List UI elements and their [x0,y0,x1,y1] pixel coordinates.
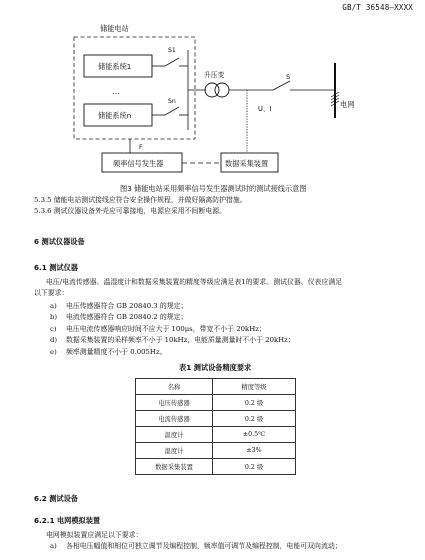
table-row [136,459,296,475]
list-item [50,301,295,312]
storage-system-n-label: 储能系统n [98,111,132,120]
table-row [136,411,296,427]
list-item [50,312,295,323]
section-6-1-heading: 6.1 测试仪器 [34,263,78,272]
list-item-text: 各相电压幅值和相位可独立调节及编程控制，频率值可调节及编程控制，电能可双向流动； [66,542,342,550]
daq-label: 数据采集装置 [225,159,269,168]
switch-sn [165,107,179,115]
storage-system-1-label: 储能系统1 [98,62,132,71]
station-label: 储能电站 [100,24,129,33]
switch-s1 [165,58,179,66]
list-item-text: 频率测量精度不小于 0.005Hz。 [66,347,167,356]
switch-s-label: S [286,73,291,81]
section-6-2-heading: 6.2 测试设备 [34,494,78,503]
switch-s1-label: S1 [168,47,176,54]
list-item-text: 电压电流传感器响应时间不应大于 100μs，带宽不小于 20kHz； [66,324,266,333]
ellipsis-label: … [112,87,120,96]
table-row [136,395,296,411]
section-6-2-1-heading: 6.2.1 电网模拟装置 [34,516,101,525]
list-item [50,335,295,346]
grid-label: 电网 [340,100,355,109]
table-header-cell: 精度等级 [213,379,296,395]
note-5-3-5: 5.3.5 储能电站测试接线应符合安全操作规程，并做好隔离防护措施。 [34,196,247,204]
table-cell: ±3% [213,443,296,459]
table-cell: 0.2 级 [213,411,296,427]
table-cell: 湿度计 [136,443,213,459]
f-label: F [139,143,143,151]
table-cell: 0.2 级 [213,459,296,475]
measurement-label: U、I [258,105,272,113]
list-marker: a) [50,302,57,310]
list-item-text: 电流传感器符合 GB 20840.2 的规定； [66,313,188,322]
list-item [50,541,342,552]
grid-simulator-list [50,541,342,552]
table-1-title: 表1 测试设备精度要求 [179,363,252,372]
list-marker: e) [50,347,57,356]
table-header-row [136,379,296,395]
transformer-label: 升压变 [204,71,225,79]
table-cell: 电流传感器 [136,411,213,427]
switch-sn-label: Sn [168,98,176,105]
list-marker: b) [50,313,58,322]
section-6-2-1-intro: 电网模拟装置应满足以下要求： [46,531,143,539]
instrument-requirements-list [50,301,295,358]
list-item-text: 电压传感器符合 GB 20840.3 的规定； [66,302,188,310]
figure-caption: 图3 储能电站采用频率信号发生器测试时的测试接线示意图 [120,184,307,193]
document-code: GB/T 36548—XXXX [342,3,413,12]
section-6-heading: 6 测试仪器设备 [34,237,85,246]
table-cell: 温度计 [136,427,213,443]
note-5-3-6: 5.3.6 测试仪器设备外壳应可靠接地，电源应采用不间断电源。 [34,207,226,215]
wiring-diagram [0,0,425,182]
section-6-1-intro-line1: 电压/电流传感器、温湿度计和数据采集装置的精度等级应满足表1的要求。测试仪器、仪表应满足 [46,278,343,286]
precision-table [135,378,296,475]
transformer-coil-right [215,83,229,97]
table-cell: ±0.5℃ [213,427,296,443]
table-cell: 电压传感器 [136,395,213,411]
table-row [136,427,296,443]
list-item-text: 数据采集装置的采样频率不小于 10kHz，电能质量测量时不小于 20kHz； [66,336,295,345]
list-marker: d) [50,336,58,345]
table-row [136,443,296,459]
switch-s [273,81,290,90]
table-header-cell: 名称 [136,379,213,395]
list-marker: c) [50,324,57,333]
list-marker: a) [50,542,57,550]
list-item [50,324,295,335]
frequency-generator-label: 频率信号发生器 [113,159,164,168]
table-cell: 数据采集装置 [136,459,213,475]
section-6-1-intro-line2: 以下要求： [34,289,69,297]
list-item [50,347,295,358]
table-cell: 0.2 级 [213,395,296,411]
